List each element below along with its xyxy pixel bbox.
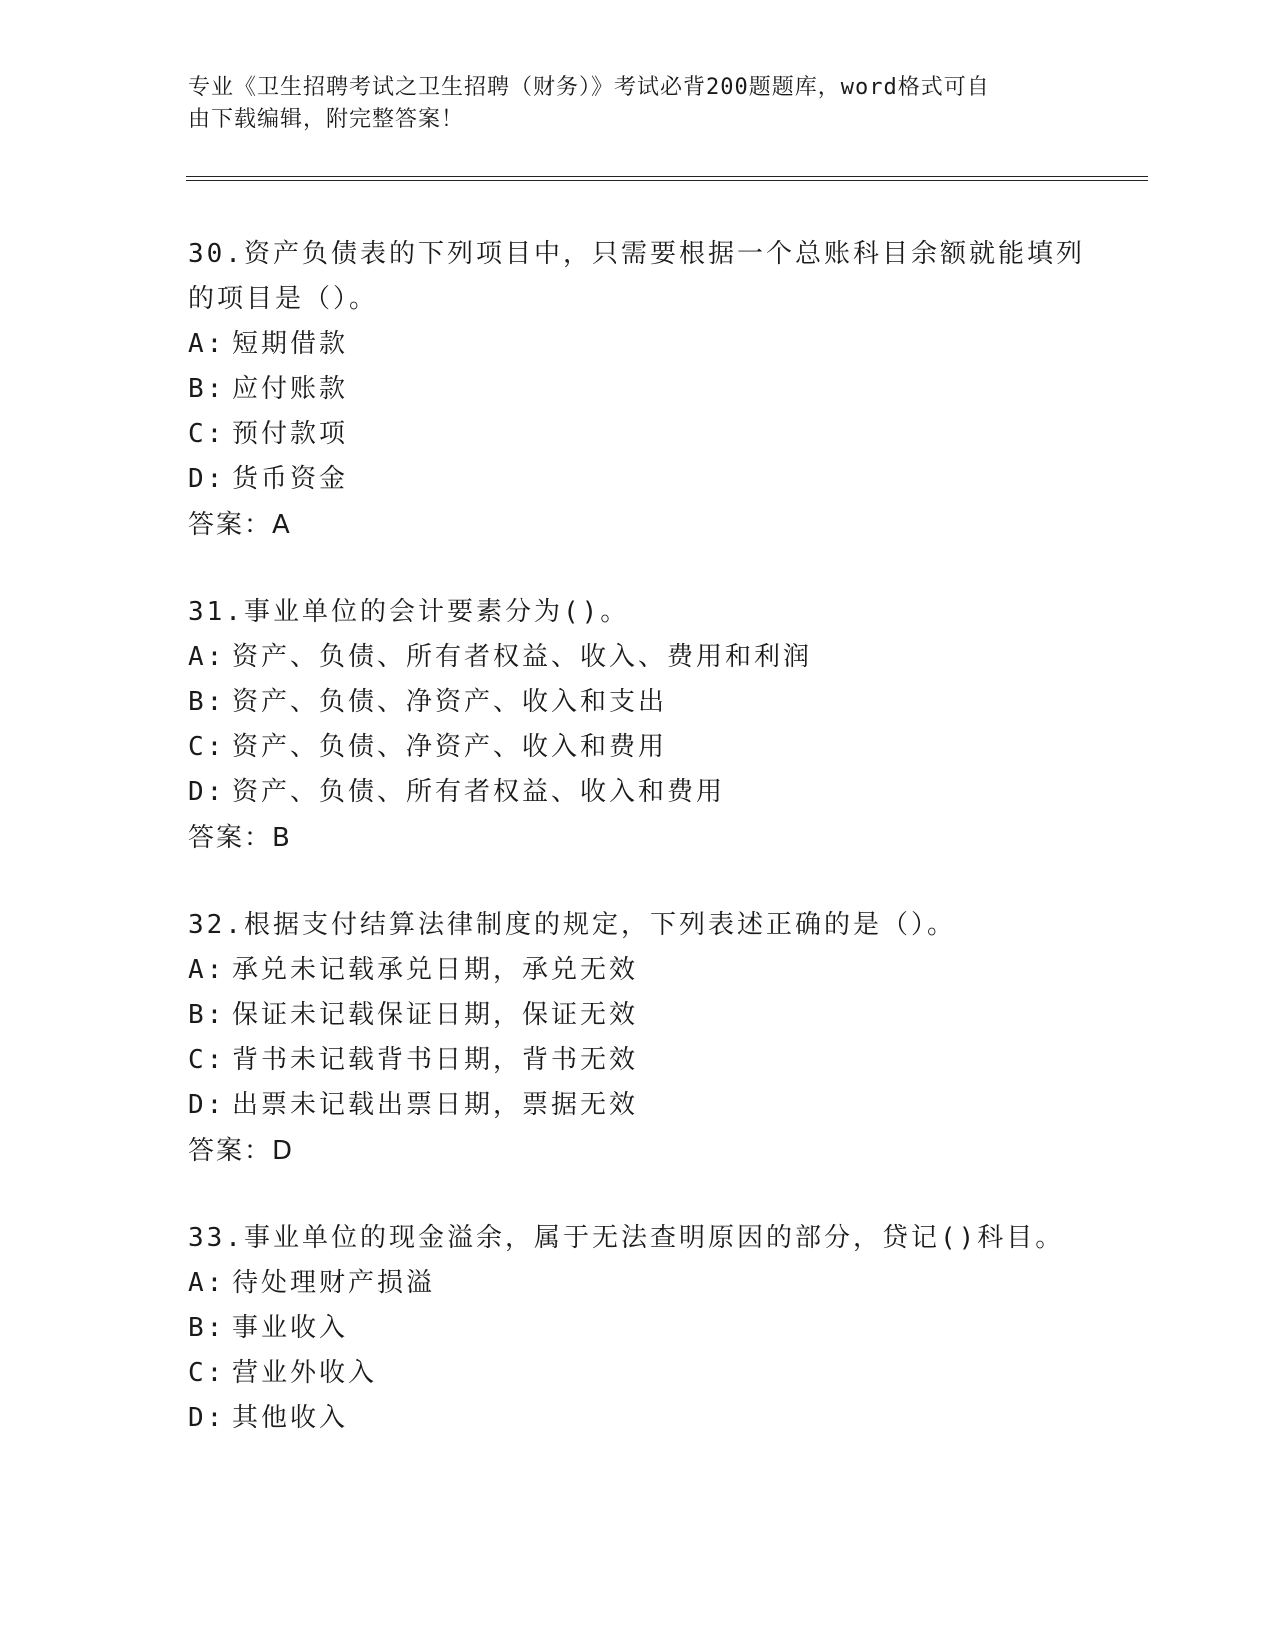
answer-option — [188, 993, 1088, 1038]
answer-option — [188, 1083, 1088, 1128]
answer-option — [188, 680, 1088, 725]
answer-option — [188, 1261, 1088, 1306]
answer-option — [188, 725, 1088, 770]
option-key: A: — [188, 329, 226, 359]
document-header — [188, 72, 1088, 136]
option-key: A: — [188, 1268, 226, 1298]
answer-option — [188, 1351, 1088, 1396]
option-key: B: — [188, 374, 226, 404]
question-stem: 32.根据支付结算法律制度的规定，下列表述正确的是（）。 — [188, 910, 956, 940]
option-text: 资产、负债、所有者权益、收入和费用 — [232, 777, 726, 807]
option-text: 事业收入 — [232, 1313, 349, 1343]
answer-key: 答案：D — [188, 1136, 295, 1166]
option-key: D: — [188, 777, 226, 807]
option-key: D: — [188, 464, 226, 494]
answer-option — [188, 770, 1088, 815]
option-text: 待处理财产损溢 — [232, 1268, 436, 1298]
answer-option — [188, 367, 1088, 412]
option-text: 营业外收入 — [232, 1358, 378, 1388]
option-text: 资产、负债、净资产、收入和费用 — [232, 732, 668, 762]
question-list — [188, 232, 1088, 1483]
option-text: 资产、负债、所有者权益、收入、费用和利润 — [232, 642, 813, 672]
option-key: B: — [188, 687, 226, 717]
answer-key: 答案：B — [188, 823, 292, 853]
option-key: C: — [188, 1045, 226, 1075]
option-key: C: — [188, 732, 226, 762]
question-stem: 30.资产负债表的下列项目中，只需要根据一个总账科目余额就能填列 — [188, 239, 1085, 269]
question-stem: 31.事业单位的会计要素分为()。 — [188, 597, 630, 627]
option-key: A: — [188, 642, 226, 672]
answer-option — [188, 1306, 1088, 1351]
question-stem: 33.事业单位的现金溢余，属于无法查明原因的部分，贷记()科目。 — [188, 1223, 1065, 1253]
header-line-2: 由下载编辑，附完整答案！ — [188, 107, 465, 132]
option-text: 货币资金 — [232, 464, 349, 494]
option-key: C: — [188, 1358, 226, 1388]
header-line-1: 专业《卫生招聘考试之卫生招聘（财务）》考试必背200题题库，word格式可自 — [188, 75, 990, 100]
answer-option — [188, 948, 1088, 993]
question-block — [188, 590, 1088, 861]
option-key: D: — [188, 1090, 226, 1120]
question-block — [188, 1216, 1088, 1441]
option-key: B: — [188, 1313, 226, 1343]
option-key: A: — [188, 955, 226, 985]
answer-option — [188, 1038, 1088, 1083]
question-block — [188, 232, 1088, 548]
question-stem-continued: 的项目是（）。 — [188, 284, 379, 314]
option-key: B: — [188, 1000, 226, 1030]
option-text: 背书未记载背书日期，背书无效 — [232, 1045, 639, 1075]
option-key: D: — [188, 1403, 226, 1433]
option-key: C: — [188, 419, 226, 449]
option-text: 其他收入 — [232, 1403, 349, 1433]
header-divider — [186, 176, 1148, 181]
option-text: 短期借款 — [232, 329, 349, 359]
option-text: 承兑未记载承兑日期，承兑无效 — [232, 955, 639, 985]
option-text: 资产、负债、净资产、收入和支出 — [232, 687, 668, 717]
option-text: 应付账款 — [232, 374, 349, 404]
answer-option — [188, 322, 1088, 367]
answer-key: 答案：A — [188, 510, 292, 540]
answer-option — [188, 412, 1088, 457]
option-text: 出票未记载出票日期，票据无效 — [232, 1090, 639, 1120]
option-text: 预付款项 — [232, 419, 349, 449]
answer-option — [188, 457, 1088, 502]
question-block — [188, 903, 1088, 1174]
answer-option — [188, 635, 1088, 680]
answer-option — [188, 1396, 1088, 1441]
option-text: 保证未记载保证日期，保证无效 — [232, 1000, 639, 1030]
